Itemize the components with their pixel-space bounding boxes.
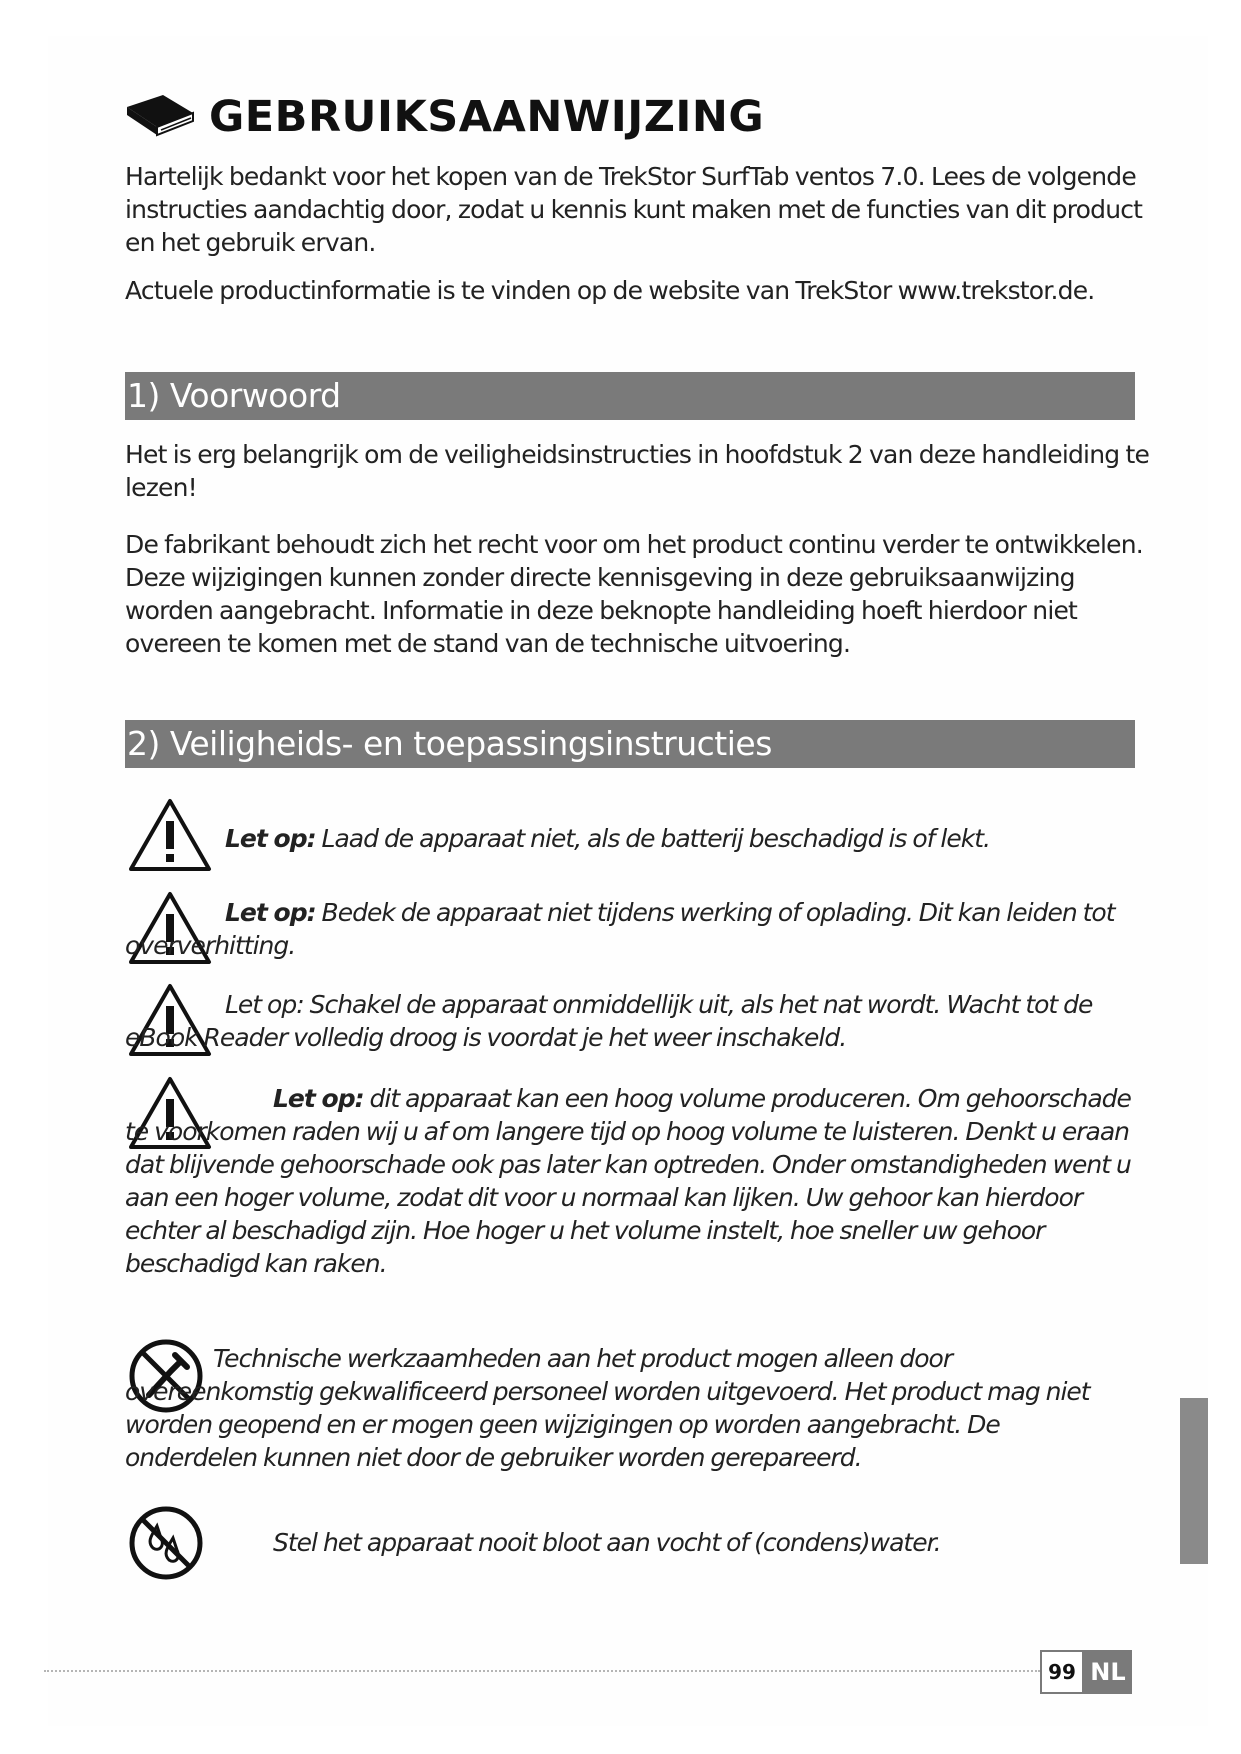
book-icon xyxy=(123,89,197,145)
warning-text: Let op: Schakel de apparaat onmiddellijk uit, als het nat wordt. Wacht tot de eBook Reader volledig droog is voordat je het weer inschakeld. xyxy=(125,990,1093,1052)
chapter-tab xyxy=(1180,1398,1208,1564)
intro-paragraph-1: Hartelijk bedankt voor het kopen van de TrekStor SurfTab ventos 7.0. Lees de volgende instructies aandachtig door, zodat u kennis kunt maken met de functies van dit product en het gebruik ervan. xyxy=(125,162,1143,257)
warning-volume xyxy=(125,1082,1135,1280)
warning-moisture xyxy=(125,1526,1135,1559)
warning-text: Technische werkzaamheden aan het product mogen alleen door overeenkomstig gekwalificeerd personeel worden uitgevoerd. Het product mag niet worden geopend en er mogen geen wijzigingen op worden aangebracht. De onderdelen kunnen niet door de gebruiker worden gerepareerd. xyxy=(125,1344,1090,1472)
warning-wet xyxy=(125,988,1135,1054)
page-number: 99 xyxy=(1040,1650,1084,1694)
warning-covering xyxy=(125,896,1135,962)
section-heading-safety: 2) Veiligheids- en toepassingsinstructies xyxy=(125,720,1135,768)
foreword-paragraph-2: De fabrikant behoudt zich het recht voor om het product continu verder te ontwikkelen. Deze wijzigingen kunnen zonder directe kennisgeving in deze gebruiksaanwijzing worden aangebracht. Informatie in deze beknopte handleiding hoeft hierdoor niet overeen te komen met de stand van de technische uitvoering. xyxy=(125,530,1143,658)
section-heading-foreword: 1) Voorwoord xyxy=(125,372,1135,420)
language-badge: NL xyxy=(1084,1650,1132,1694)
warning-text: dit apparaat kan een hoog volume produceren. Om gehoorschade te voorkomen raden wij u af om langere tijd op hoog volume te luisteren. Denkt u eraan dat blijvende gehoorschade ook pas later kan optreden. Onder omstandigheden went u aan een hoger volume, zodat dit voor u normaal kan lijken. Uw gehoor kan hierdoor echter al beschadigd zijn. Hoe hoger u het volume instelt, hoe sneller uw gehoor beschadigd kan raken. xyxy=(125,1084,1131,1278)
warning-technical xyxy=(125,1342,1135,1474)
page-title: GEBRUIKSAANWIJZING xyxy=(209,92,765,142)
warning-label: Let op: xyxy=(225,824,316,853)
page-header xyxy=(123,88,764,146)
warning-label: Let op: xyxy=(273,1084,364,1113)
footer-divider xyxy=(44,1670,1040,1672)
foreword-paragraph-1: Het is erg belangrijk om de veiligheidsinstructies in hoofdstuk 2 van deze handleiding te lezen! xyxy=(125,440,1150,502)
warning-text: Laad de apparaat niet, als de batterij beschadigd is of lekt. xyxy=(315,824,990,853)
warning-text: Bedek de apparaat niet tijdens werking of oplading. Dit kan leiden tot oververhitting. xyxy=(125,898,1115,960)
warning-label: Let op: xyxy=(225,898,316,927)
intro-paragraph-2: Actuele productinformatie is te vinden op de website van TrekStor www.trekstor.de. xyxy=(125,276,1095,305)
warning-text: Stel het apparaat nooit bloot aan vocht of (condens)water. xyxy=(273,1528,941,1557)
warning-battery xyxy=(125,822,1135,855)
